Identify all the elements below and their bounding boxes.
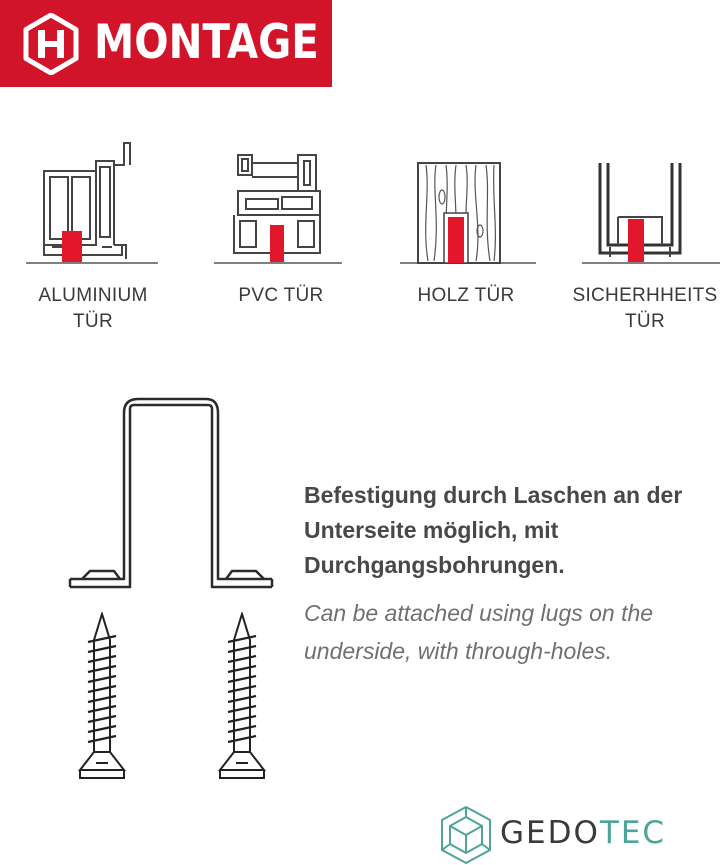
door-label-pvc: PVC TÜR bbox=[238, 285, 324, 306]
mounting-description-de: Befestigung durch Laschen an der Unterseite möglich, mit Durchgangsbohrungen. bbox=[304, 482, 683, 578]
screw-icon bbox=[212, 612, 272, 792]
door-label-security: SICHERHHEITS TÜR bbox=[572, 285, 718, 332]
screw-icon bbox=[72, 612, 132, 792]
brand-name bbox=[500, 815, 666, 851]
wood-door-profile-icon bbox=[398, 135, 538, 267]
u-bracket-icon bbox=[60, 395, 290, 595]
hexagon-h-icon bbox=[20, 13, 82, 75]
door-label-wood: HOLZ TÜR bbox=[417, 285, 515, 306]
security-door-profile-icon bbox=[582, 135, 720, 267]
brand-prefix: GEDO bbox=[500, 815, 600, 851]
montage-banner bbox=[0, 0, 332, 87]
mounting-description-en: Can be attached using lugs on the underside, with through-holes. bbox=[304, 600, 654, 664]
brand-suffix: TEC bbox=[599, 815, 667, 851]
gedotec-cube-icon bbox=[438, 805, 494, 865]
pvc-door-profile-icon bbox=[208, 135, 348, 267]
door-label-aluminium: ALUMINIUM TÜR bbox=[38, 285, 148, 332]
gedotec-logo bbox=[438, 805, 708, 865]
aluminium-door-profile-icon bbox=[22, 135, 162, 267]
page-title: MONTAGE bbox=[94, 15, 319, 70]
